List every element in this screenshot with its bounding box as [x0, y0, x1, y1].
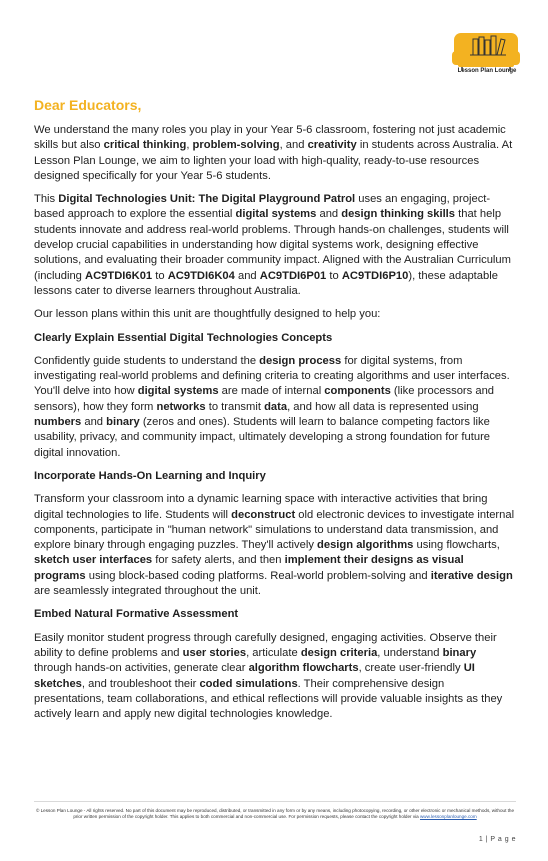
bold-phrase: sketch user interfaces	[34, 554, 153, 567]
page-number: 1 | P a g e	[478, 836, 516, 843]
concepts-paragraph: Confidently guide students to understand the design process for digital systems, from investigating real-world problems and defining criteria to creating algorithms and user interfaces. You'll delve into how digital systems are made of internal components (like processors and sensors), how they form networks to transmit data, and how all data is represented using numbers and binary (zeros and ones). Students will learn to balance competing factors like usability, privacy, and community impact, ultimately developing a strong foundation for future digital innovation.	[34, 354, 510, 459]
bold-phrase: Digital Technologies Unit: The Digital Playground Patrol	[58, 193, 356, 206]
bold-phrase: AC9TDI6P01	[259, 269, 327, 282]
bold-phrase: digital systems	[235, 208, 317, 221]
footer-divider	[34, 801, 516, 802]
section-heading-concepts: Clearly Explain Essential Digital Technologies Concepts	[34, 331, 333, 344]
bold-phrase: implement their designs as visual programs	[34, 554, 464, 582]
bold-phrase: numbers	[34, 416, 82, 429]
bold-phrase: data	[264, 400, 288, 413]
bold-phrase: design algorithms	[317, 539, 414, 552]
bold-phrase: networks	[156, 400, 206, 413]
bold-phrase: UI sketches	[34, 662, 475, 690]
bold-phrase: AC9TDI6P10	[341, 269, 409, 282]
bold-phrase: coded simulations	[199, 677, 298, 690]
bold-phrase: iterative design	[430, 569, 513, 582]
bold-phrase: design thinking skills	[341, 208, 456, 221]
section-heading-hands-on: Incorporate Hands-On Learning and Inquiry	[34, 469, 266, 482]
bold-phrase: AC9TDI6K04	[167, 269, 235, 282]
bold-phrase: creativity	[307, 139, 357, 152]
website-link[interactable]: www.lessonplanlounge.com	[419, 814, 477, 820]
bold-phrase: binary	[442, 646, 477, 659]
hands-on-paragraph: Transform your classroom into a dynamic learning space with interactive activities that bring digital technologies to life. Students will deconstruct old electronic devices to investigate internal components, participate in "human network" simulations to understand data transmission, and explore binary through engaging puzzles. They'll actively design algorithms using flowcharts, sketch user interfaces for safety alerts, and then implement their designs as visual programs using block-based coding platforms. Real-world problem-solving and iterative design are seamlessly integrated throughout the unit.	[34, 493, 515, 598]
unit-description-paragraph: This Digital Technologies Unit: The Digital Playground Patrol uses an engaging, project-based approach to explore the essential digital systems and design thinking skills that help students innovate and address real-world problems. Through hands-on challenges, students will develop crucial capabilities in understanding how digital systems work, designing effective solutions, and evaluating their broader community impact. Aligned with the Australian Curriculum (including AC9TDI6K01 to AC9TDI6K04 and AC9TDI6P01 to AC9TDI6P10), these adaptable lessons cater to diverse learners throughout Australia.	[34, 193, 511, 297]
copyright-text: © Lesson Plan Lounge - All rights reserved. No part of this document may be reproduced, distributed, or transmitted in any form or by any means, including photocopying, recording, or other electronic or mechanical methods, without the prior written permission of the copyright holder. This applies to both commercial and non-commercial use. For permission requests, please contact the copyright holder via	[35, 808, 515, 820]
assessment-paragraph: Easily monitor student progress through carefully designed, engaging activities. Observe their ability to define problems and user stories, articulate design criteria, understand binary through hands-on activities, generate clear algorithm flowcharts, create user-friendly UI sketches, and troubleshoot their coded simulations. Their comprehensive design presentations, team collaborations, and ethical reflections will provide valuable insights as they actively learn and apply new digital technologies knowledge.	[34, 631, 503, 721]
letter-body	[34, 97, 516, 730]
logo-text: Lesson Plan Lounge	[457, 68, 517, 74]
bold-phrase: problem-solving	[192, 139, 280, 152]
bold-phrase: deconstruct	[231, 508, 296, 521]
bold-phrase: design criteria	[300, 646, 378, 659]
bold-phrase: components	[324, 385, 391, 398]
bold-phrase: algorithm flowcharts	[248, 662, 359, 675]
bold-phrase: AC9TDI6K01	[85, 269, 153, 282]
section-heading-assessment: Embed Natural Formative Assessment	[34, 608, 239, 621]
greeting: Dear Educators,	[34, 97, 142, 113]
bold-phrase: digital systems	[137, 385, 219, 398]
copyright-footer	[34, 808, 516, 821]
lesson-plans-intro: Our lesson plans within this unit are thoughtfully designed to help you:	[34, 308, 381, 321]
bold-phrase: design process	[259, 354, 342, 367]
bold-phrase: binary	[106, 416, 140, 429]
intro-paragraph: We understand the many roles you play in your Year 5-6 classroom, fostering not just academic skills but also critical thinking, problem-solving, and creativity in students across Australia. At Lesson Plan Lounge, we aim to lighten your load with high-quality, ready-to-use resources designed specifically for your Year 5-6 students.	[34, 124, 513, 182]
bold-phrase: user stories	[182, 646, 247, 659]
bold-phrase: critical thinking	[103, 139, 187, 152]
